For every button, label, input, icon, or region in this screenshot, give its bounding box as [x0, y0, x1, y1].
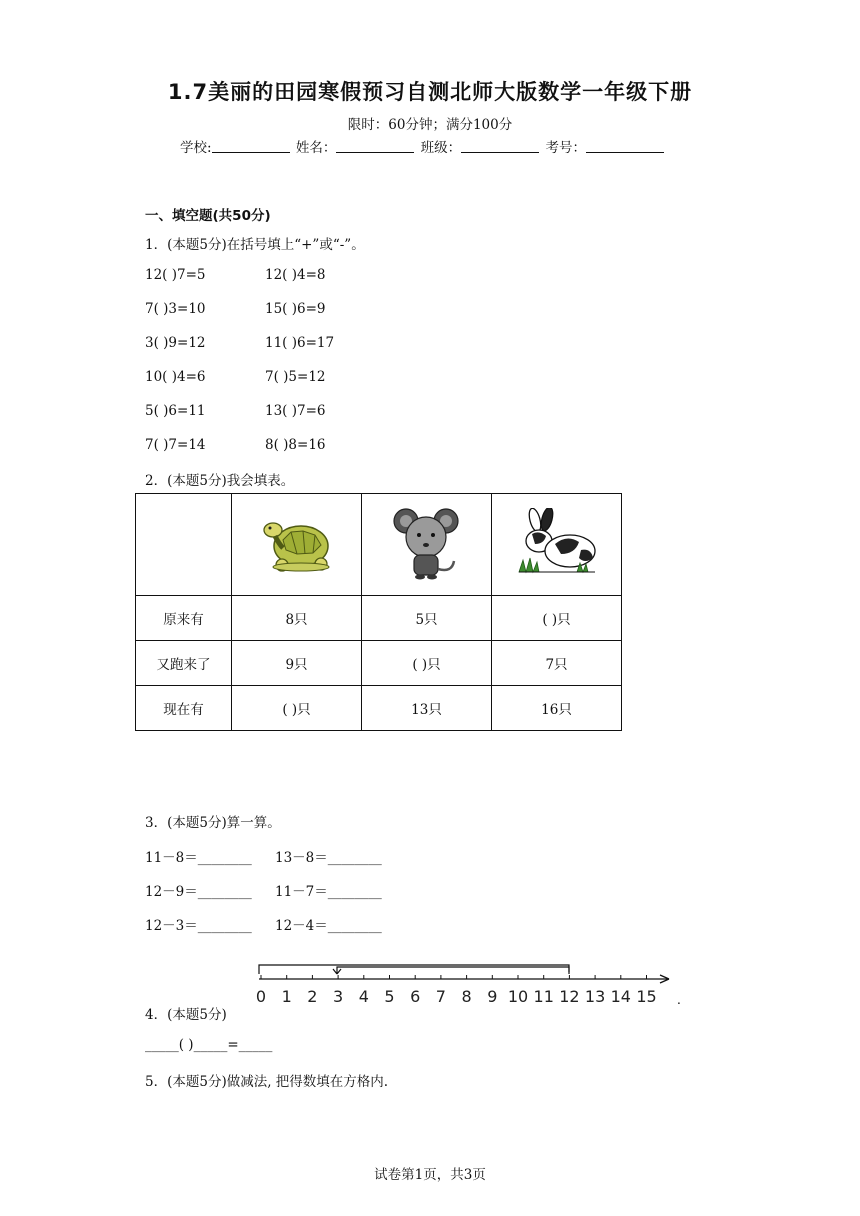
tick-label: 14 — [610, 987, 631, 1006]
rabbit-cell — [492, 494, 622, 596]
axis-end-dot: . — [677, 993, 681, 1007]
name-label: 姓名： — [295, 140, 337, 156]
page-footer: 试卷第1页，共3页 — [374, 1167, 486, 1183]
q1-row-3-right: 11( )6=17 — [265, 335, 335, 351]
mouse-icon — [392, 503, 462, 583]
tick-label: 9 — [487, 987, 498, 1006]
animal-table — [135, 493, 622, 731]
student-info-line — [180, 136, 666, 156]
tick-label: 6 — [410, 987, 421, 1006]
exam-number-blank[interactable] — [586, 139, 664, 153]
rabbit-now: 16只 — [492, 686, 622, 731]
q3-row-3-right: 12－4＝________ — [275, 918, 382, 934]
tick-label: 7 — [435, 987, 446, 1006]
q4-formula[interactable]: _____( )_____=_____ — [145, 1037, 273, 1053]
tick-label: 1 — [281, 987, 292, 1006]
q3-row-2-left: 12－9＝________ — [145, 884, 252, 900]
q1-row-2-left: 7( )3=10 — [145, 301, 206, 317]
tick-label: 11 — [533, 987, 554, 1006]
row-label-came-again: 又跑来了 — [136, 641, 232, 686]
q1-row-1-right: 12( )4=8 — [265, 267, 326, 283]
q3-row-1-left: 11－8＝________ — [145, 850, 252, 866]
rabbit-came-again: 7只 — [492, 641, 622, 686]
q5-prompt: 5．(本题5分)做减法, 把得数填在方格内. — [145, 1074, 389, 1090]
q1-row-3-left: 3( )9=12 — [145, 335, 206, 351]
q3-prompt: 3．(本题5分)算一算。 — [145, 815, 281, 831]
time-limit: 限时：60分钟；满分100分 — [347, 117, 513, 133]
name-blank[interactable] — [336, 139, 414, 153]
tick-label: 2 — [307, 987, 318, 1006]
school-label: 学校: — [180, 140, 212, 156]
q2-prompt: 2．(本题5分)我会填表。 — [145, 473, 295, 489]
tick-label: 12 — [559, 987, 580, 1006]
mouse-came-again-blank[interactable]: ( )只 — [362, 641, 492, 686]
tick-label: 3 — [333, 987, 344, 1006]
school-blank[interactable] — [212, 139, 290, 153]
class-blank[interactable] — [461, 139, 539, 153]
tick-label: 8 — [461, 987, 472, 1006]
tick-label: 13 — [584, 987, 606, 1006]
q1-row-4-left: 10( )4=6 — [145, 369, 206, 385]
row-label-now: 现在有 — [136, 686, 232, 731]
q1-row-5-right: 13( )7=6 — [265, 403, 326, 419]
tick-label: 4 — [358, 987, 369, 1006]
exam-number-label: 考号： — [545, 140, 586, 156]
rabbit-originally-blank[interactable]: ( )只 — [492, 596, 622, 641]
mouse-cell — [362, 494, 492, 596]
q1-row-4-right: 7( )5=12 — [265, 369, 326, 385]
rabbit-icon — [515, 508, 599, 578]
turtle-came-again: 9只 — [232, 641, 362, 686]
turtle-icon — [257, 508, 337, 578]
q1-row-6-right: 8( )8=16 — [265, 437, 326, 453]
q1-row-2-right: 15( )6=9 — [265, 301, 326, 317]
turtle-originally: 8只 — [232, 596, 362, 641]
q1-prompt: 1．(本题5分)在括号填上“+”或“-”。 — [145, 237, 365, 253]
turtle-cell — [232, 494, 362, 596]
mouse-now: 13只 — [362, 686, 492, 731]
tick-label: 0 — [255, 987, 267, 1006]
row-label-originally: 原来有 — [136, 596, 232, 641]
q3-row-1-right: 13－8＝________ — [275, 850, 382, 866]
tick-label: 15 — [636, 987, 657, 1006]
table-corner-cell — [136, 494, 232, 596]
q3-row-2-right: 11－7＝________ — [275, 884, 382, 900]
tick-label: 10 — [507, 987, 529, 1006]
class-label: 班级： — [420, 140, 462, 156]
mouse-originally: 5只 — [362, 596, 492, 641]
q1-row-1-left: 12( )7=5 — [145, 267, 206, 283]
q4-prompt: 4．(本题5分) — [145, 1007, 227, 1023]
page-title: 1.7美丽的田园寒假预习自测北师大版数学一年级下册 — [167, 80, 693, 104]
number-line — [255, 960, 685, 1010]
jump-arc-12-to-3 — [333, 967, 569, 974]
jump-arc-0-to-12 — [259, 965, 569, 974]
tick-label: 5 — [384, 987, 395, 1006]
turtle-now-blank[interactable]: ( )只 — [232, 686, 362, 731]
q1-row-6-left: 7( )7=14 — [145, 437, 206, 453]
q3-row-3-left: 12－3＝________ — [145, 918, 252, 934]
section-title: 一、填空题(共50分) — [145, 208, 271, 224]
q1-row-5-left: 5( )6=11 — [145, 403, 206, 419]
